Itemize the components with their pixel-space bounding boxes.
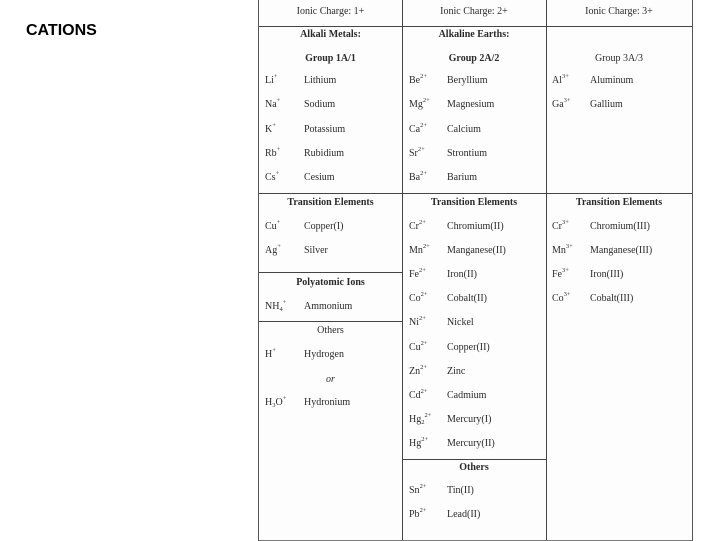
ion-symbol-base: Cr [409,221,419,232]
ion-name: Manganese(II) [447,245,506,256]
ion-charge: + [273,73,278,80]
ion-symbol [265,221,280,233]
ion-symbol-base: Ni [409,317,419,328]
others-heading-1: Others [317,325,344,336]
ion-charge: 2+ [419,483,427,490]
ion-name: Calcium [447,124,481,135]
ion-name: Gallium [590,99,623,110]
ion-name: Mercury(I) [447,414,492,425]
ion-symbol-subscript: 2 [421,419,425,426]
ion-charge: 3+ [563,97,571,104]
ion-charge: + [272,122,276,129]
ion-symbol [265,148,280,160]
ion-symbol [409,293,428,305]
ion-charge: + [276,146,281,153]
ion-charge: 3+ [565,243,573,250]
ion-name: Mercury(II) [447,438,495,449]
ion-symbol-subscript: 4 [279,306,283,313]
or-label: or [326,374,335,385]
ion-symbol-base: Hg [409,438,422,449]
ion-symbol [409,509,426,521]
ion-symbol [409,172,427,184]
ion-symbol [265,172,279,184]
ion-symbol-base: Cd [409,390,421,401]
ion-name: Iron(III) [590,269,624,280]
ion-symbol-base: Na [265,99,277,110]
ion-name: Cobalt(II) [447,293,487,304]
ion-symbol-base: Cu [265,221,277,232]
ion-charge: 2+ [420,364,428,371]
ion-name: Nickel [447,317,474,328]
ion-charge: 3+ [563,291,571,298]
polyatomic-heading: Polyatomic Ions [296,277,365,288]
divider [259,193,692,194]
ion-charge: 2+ [421,436,429,443]
ion-charge: + [272,347,276,354]
ion-name: Silver [304,245,328,256]
group-3a: Group 3A/3 [594,53,644,64]
ion-symbol [409,438,428,450]
ion-symbol-base: Ag [265,245,278,256]
ion-symbol-base: Ga [552,99,564,110]
ion-charge: + [276,97,281,104]
ion-symbol-base: Mn [409,245,423,256]
ion-charge: 3+ [562,73,569,80]
ion-symbol [552,75,569,87]
ion-name: Barium [447,172,477,183]
ion-symbol-base: Li [265,75,274,86]
cation-table [258,0,693,541]
ion-symbol [552,293,571,305]
ion-symbol-base: Sr [409,148,418,159]
divider [259,26,692,27]
ion-name: Chromium(III) [590,221,650,232]
ion-charge: 2+ [420,73,428,80]
ion-symbol-base: Al [552,75,562,86]
ion-symbol-base: Co [552,293,564,304]
ion-charge: 2+ [419,267,426,274]
ion-name: Chromium(II) [447,221,504,232]
header-charge-1: Ionic Charge: 1+ [296,6,365,17]
ion-symbol-base: Pb [409,509,420,520]
ion-charge: 2+ [419,219,426,226]
ion-symbol [409,245,430,257]
ion-symbol-base: H [265,397,273,408]
ion-name: Copper(II) [447,342,490,353]
ion-symbol-base: K [265,124,273,135]
ion-symbol-base: Zn [409,366,421,377]
ion-name: Hydrogen [304,349,344,360]
ion-charge: + [276,219,281,226]
transition-heading-3: Transition Elements [575,197,663,208]
ion-charge: + [282,299,287,306]
ion-symbol-base: Mg [409,99,423,110]
ion-symbol [265,124,276,136]
ion-symbol-base: Be [409,75,421,86]
ion-charge: 2+ [424,412,432,419]
ion-name: Potassium [304,124,346,135]
transition-heading-1: Transition Elements [287,197,374,208]
ion-symbol [409,269,426,281]
ion-charge: 2+ [420,291,428,298]
ion-symbol [409,221,426,233]
divider [259,321,402,322]
divider [402,459,546,460]
ion-name: Cesium [304,172,335,183]
ion-charge: 2+ [422,97,430,104]
ion-symbol-base: Co [409,293,421,304]
ion-symbol-base: Cs [265,172,276,183]
others-heading-2: Others [459,462,489,473]
ion-symbol-base: Hg [409,414,422,425]
ion-charge: 3+ [562,267,569,274]
ion-symbol [265,75,278,87]
ion-symbol [552,245,573,257]
ion-charge: 3+ [562,219,569,226]
header-charge-2: Ionic Charge: 2+ [440,6,508,17]
group-1a: Group 1A/1 [305,53,356,64]
ion-name: Zinc [447,366,466,377]
ion-symbol-base: Cu [409,342,421,353]
ion-name: Cadmium [447,390,487,401]
divider [546,0,547,540]
ion-symbol [265,99,280,111]
ion-symbol [409,124,427,136]
ion-symbol-base: O [275,397,283,408]
ion-symbol-subscript: 3 [272,402,276,409]
ion-symbol-base: Sn [409,485,420,496]
ion-charge: + [277,243,281,250]
ion-charge: 2+ [420,388,428,395]
ion-symbol-base: Rb [265,148,277,159]
ion-charge: 2+ [420,170,428,177]
ion-charge: 2+ [420,122,428,129]
ion-name: Aluminum [590,75,634,86]
ion-name: Tin(II) [447,485,474,496]
ion-name: Hydronium [304,397,351,408]
ion-symbol-base: H [265,349,273,360]
ion-symbol-base: Fe [552,269,562,280]
ion-name: Sodium [304,99,336,110]
ion-symbol-base: Mn [552,245,566,256]
ion-symbol [265,397,286,409]
ion-symbol [552,99,571,111]
ion-name: Strontium [447,148,488,159]
slide-title: CATIONS [26,22,97,39]
family-alkaline-earths: Alkaline Earths: [438,29,510,40]
ion-name: Rubidium [304,148,345,159]
ion-symbol [552,269,569,281]
ion-charge: 2+ [419,315,426,322]
ion-symbol [552,221,569,233]
ion-charge: + [282,395,287,402]
ion-name: Cobalt(III) [590,293,634,304]
ion-symbol [265,301,286,313]
ion-symbol [409,99,430,111]
ion-name: Manganese(III) [590,245,653,256]
ion-symbol [409,366,427,378]
ion-symbol [409,317,426,329]
ion-symbol [409,390,428,402]
ion-symbol-base: Cr [552,221,562,232]
group-2a: Group 2A/2 [448,53,500,64]
ion-name: Beryllium [447,75,488,86]
ion-name: Ammonium [304,301,353,312]
ion-symbol-base: Ba [409,172,421,183]
ion-symbol [409,75,427,87]
ion-symbol-base: Ca [409,124,421,135]
ion-name: Lead(II) [447,509,481,520]
ion-symbol [409,148,425,160]
ion-symbol-base: Fe [409,269,419,280]
divider [259,272,402,273]
ion-charge: 2+ [422,243,430,250]
ion-name: Lithium [304,75,337,86]
ion-charge: 2+ [417,146,425,153]
ion-name: Magnesium [447,99,495,110]
header-charge-3: Ionic Charge: 3+ [585,6,653,17]
ion-symbol [409,342,428,354]
ion-name: Copper(I) [304,221,344,232]
transition-heading-2: Transition Elements [430,197,518,208]
ion-charge: + [275,170,280,177]
ion-symbol [265,245,281,257]
ion-symbol [409,414,431,426]
ion-symbol [409,485,426,497]
ion-symbol [265,349,276,361]
ion-symbol-base: NH [265,301,280,312]
family-alkali-metals: Alkali Metals: [300,29,361,40]
ion-name: Iron(II) [447,269,477,280]
ion-charge: 2+ [420,340,428,347]
ion-charge: 2+ [419,507,427,514]
